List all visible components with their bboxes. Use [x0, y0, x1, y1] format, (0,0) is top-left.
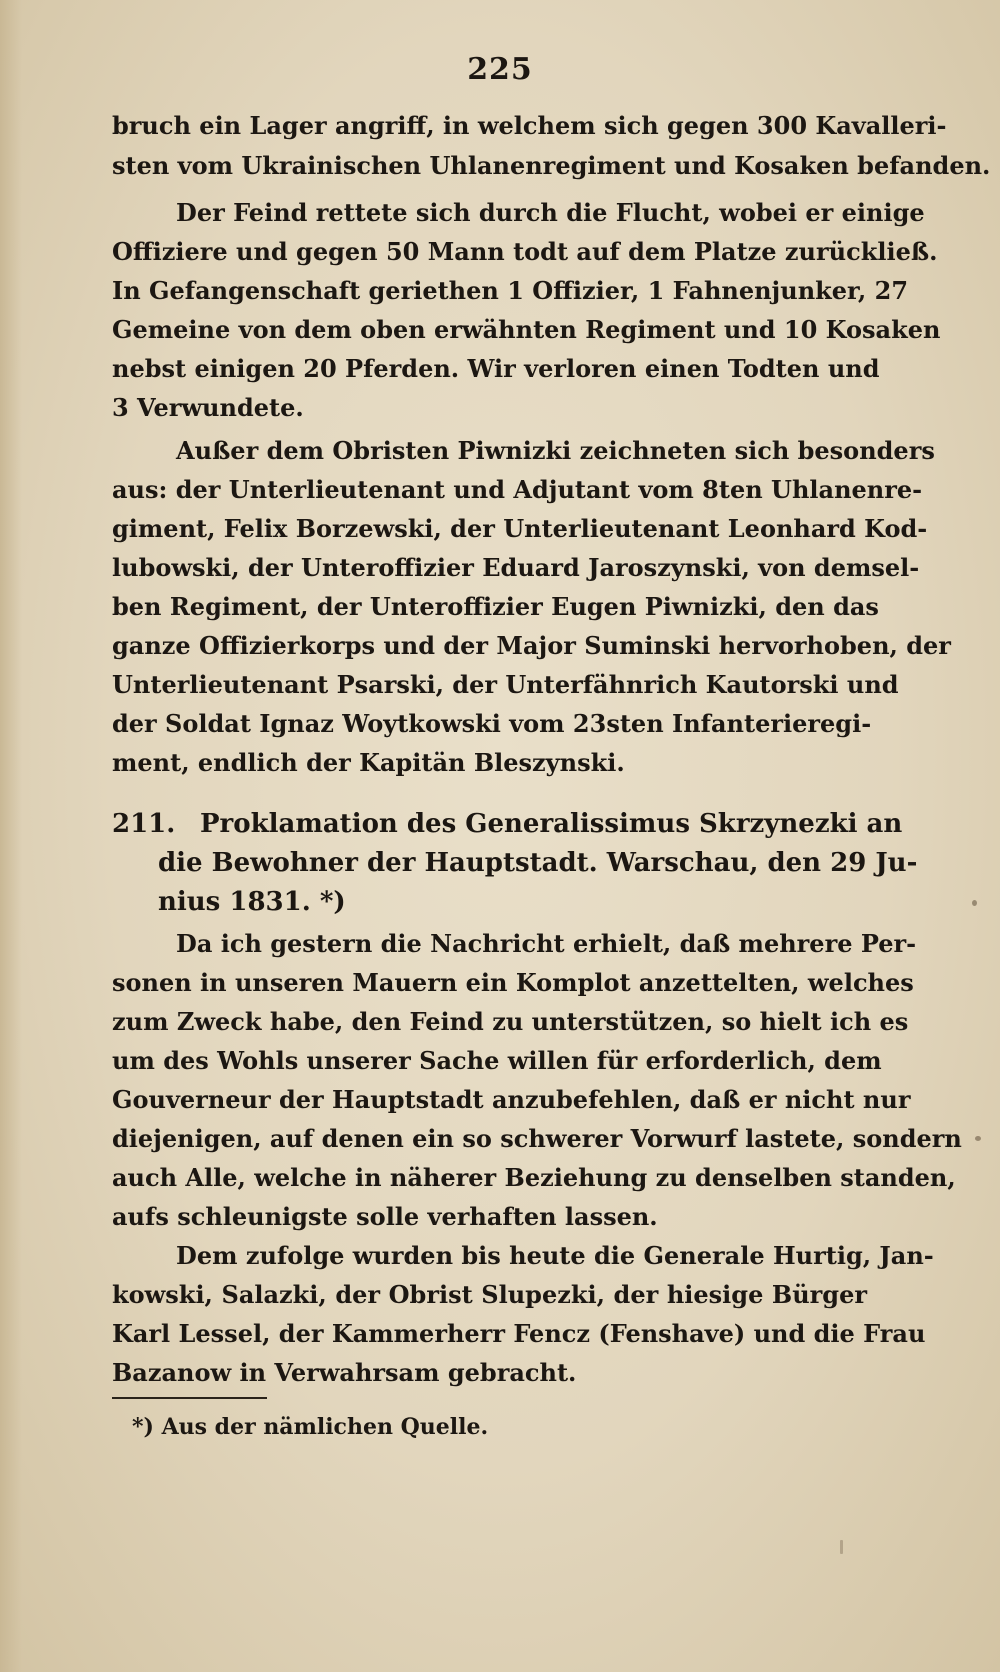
text-line: Gemeine von dem oben erwähnten Regiment und 10 Kosaken [112, 315, 941, 344]
text-line: aus: der Unterlieutenant und Adjutant vom 8ten Uhlanenre- [112, 475, 923, 504]
text-line: 3 Verwundete. [112, 393, 304, 422]
text-line: der Soldat Ignaz Woytkowski vom 23sten Infanterieregi- [112, 709, 872, 738]
text-line: nebst einigen 20 Pferden. Wir verloren einen Todten und [112, 354, 880, 383]
text-line: auch Alle, welche in näherer Beziehung zu denselben standen, [112, 1163, 956, 1192]
text-line: In Gefangenschaft geriethen 1 Offizier, 1 Fahnenjunker, 27 [112, 276, 909, 305]
heading-line: die Bewohner der Hauptstadt. Warschau, den 29 Ju- [158, 848, 918, 878]
text-line: Karl Lessel, der Kammerherr Fencz (Fenshave) und die Frau [112, 1319, 926, 1348]
heading-line: Proklamation des Generalissimus Skrzynezki an [200, 809, 903, 839]
text-line: um des Wohls unserer Sache willen für erforderlich, dem [112, 1046, 882, 1075]
text-line: Da ich gestern die Nachricht erhielt, daß mehrere Per- [176, 929, 917, 958]
text-line: diejenigen, auf denen ein so schwerer Vorwurf lastete, sondern [112, 1124, 962, 1153]
text-line: lubowski, der Unteroffizier Eduard Jaroszynski, von demsel- [112, 553, 920, 582]
paper-speck [840, 1540, 843, 1554]
text-line: ganze Offizierkorps und der Major Suminski hervorhoben, der [112, 631, 951, 660]
text-line: kowski, Salazki, der Obrist Slupezki, der hiesige Bürger [112, 1280, 867, 1309]
footnote-rule [112, 1397, 267, 1399]
text-line: Unterlieutenant Psarski, der Unterfähnrich Kautorski und [112, 670, 899, 699]
footnote: *) Aus der nämlichen Quelle. [132, 1414, 489, 1440]
heading-line: nius 1831. *) [158, 887, 346, 917]
text-line: Außer dem Obristen Piwnizki zeichneten sich besonders [176, 436, 935, 465]
text-line: Offiziere und gegen 50 Mann todt auf dem Platze zurückließ. [112, 237, 938, 266]
text-line: sten vom Ukrainischen Uhlanenregiment und Kosaken befanden. [112, 151, 991, 180]
text-line: Der Feind rettete sich durch die Flucht, wobei er einige [176, 198, 925, 227]
section-heading [112, 808, 903, 840]
text-line: ment, endlich der Kapitän Bleszynski. [112, 748, 625, 777]
text-line: Dem zufolge wurden bis heute die Generale Hurtig, Jan- [176, 1241, 934, 1270]
text-line: bruch ein Lager angriff, in welchem sich gegen 300 Kavalleri- [112, 111, 947, 140]
text-line: zum Zweck habe, den Feind zu unterstützen, so hielt ich es [112, 1007, 909, 1036]
paper-speck [975, 1136, 981, 1141]
text-line: ben Regiment, der Unteroffizier Eugen Piwnizki, den das [112, 592, 879, 621]
section-number: 211. [112, 809, 176, 839]
page-gutter-shadow [0, 0, 22, 1672]
text-line: giment, Felix Borzewski, der Unterlieutenant Leonhard Kod- [112, 514, 928, 543]
text-line: sonen in unseren Mauern ein Komplot anzettelten, welches [112, 968, 914, 997]
text-line: Bazanow in Verwahrsam gebracht. [112, 1358, 577, 1387]
paper-speck [972, 900, 977, 906]
text-line: aufs schleunigste solle verhaften lassen. [112, 1202, 658, 1231]
page-number: 225 [467, 52, 533, 87]
text-line: Gouverneur der Hauptstadt anzubefehlen, daß er nicht nur [112, 1085, 911, 1114]
